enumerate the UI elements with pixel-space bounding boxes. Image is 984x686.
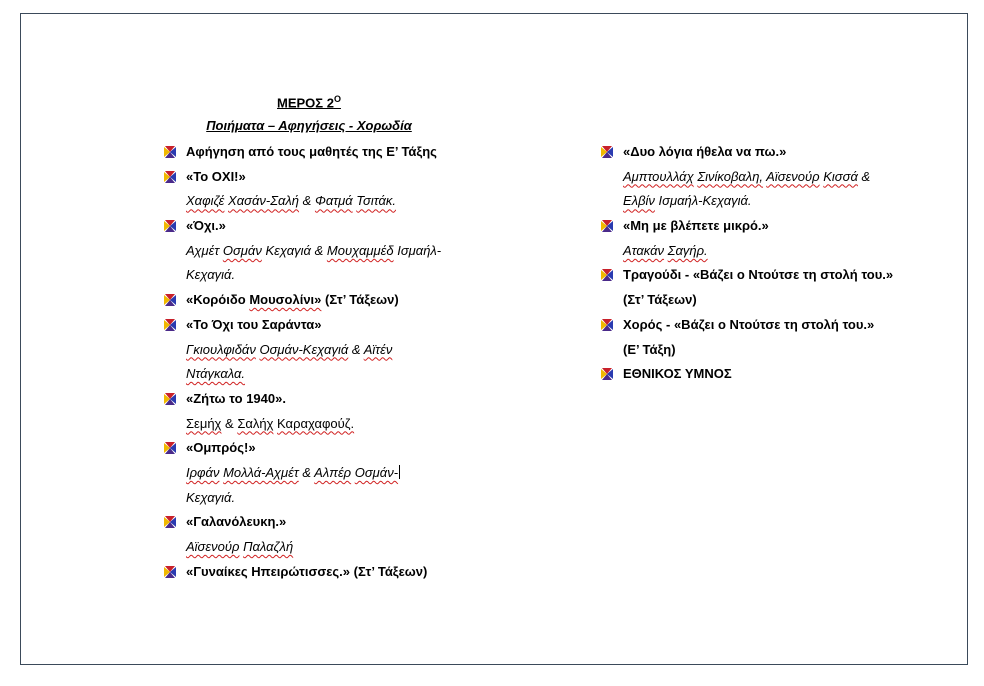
bullet-arrow-icon [163,170,177,184]
program-item-title: «Όχι.» [186,218,226,234]
program-item-title: «Το Όχι του Σαράντα» [186,316,322,332]
program-item-class: (Στ’ Τάξεων) [321,292,399,308]
program-item-title: «Κορόιδο Μουσολίνι» [186,292,322,308]
program-item [600,263,930,288]
program-item-title: «Ομπρός!» [186,440,256,456]
program-item-class: (Στ’ Τάξεων) [623,292,697,308]
text-cursor [399,465,400,479]
program-item-class: (Στ’ Τάξεων) [350,563,428,579]
program-item [163,560,483,585]
section-title: ΜΕΡΟΣ $2^O$ [277,94,341,111]
program-item [163,313,483,338]
bullet-arrow-icon [163,145,177,159]
performer-names: Ελβίν Ισμαήλ-Κεχαγιά. [623,193,752,209]
program-item-title: «Ζήτω το 1940». [186,390,286,406]
bullet-arrow-icon [163,219,177,233]
program-item-title: «Το ΟΧΙ!» [186,168,246,184]
program-left-column [163,140,483,584]
program-right-column [600,140,930,387]
bullet-arrow-icon [163,293,177,307]
bullet-arrow-icon [163,565,177,579]
program-item [163,510,483,535]
bullet-arrow-icon [600,219,614,233]
section-subtitle: Ποιήματα – Αφηγήσεις - Χορωδία [206,118,412,133]
performer-names: Σεμήχ & Σαλήχ Καραχαφούζ. [186,415,355,431]
bullet-arrow-icon [163,515,177,529]
performer-names: Κεχαγιά. [186,267,236,283]
performer-names: Ντάγκαλα. [186,366,245,382]
performer-names: Αμπτουλλάχ Σινίκοβαλη, Αϊσενούρ Κισσά & [623,168,871,184]
program-item-title: «Γυναίκες Ηπειρώτισσες.» [186,563,351,579]
program-item [163,165,483,190]
program-item [163,288,483,313]
bullet-arrow-icon [600,145,614,159]
program-item [163,387,483,412]
program-item [163,140,483,165]
program-item-title: Τραγούδι - «Βάζει ο Ντούτσε τη στολή του.» [623,267,894,283]
bullet-arrow-icon [600,367,614,381]
performer-names: Αϊσενούρ Παλαζλή [186,539,294,554]
bullet-arrow-icon [163,441,177,455]
bullet-arrow-icon [163,392,177,406]
program-item [163,214,483,239]
program-item [600,313,930,338]
program-item-title: Χορός - «Βάζει ο Ντούτσε τη στολή του.» [623,316,875,332]
performer-names: Κεχαγιά. [186,489,236,505]
bullet-arrow-icon [600,318,614,332]
program-item [600,140,930,165]
program-item-title: ΕΘΝΙΚΟΣ ΥΜΝΟΣ [623,366,732,382]
bullet-arrow-icon [600,268,614,282]
bullet-arrow-icon [163,318,177,332]
program-item-title: «Γαλανόλευκη.» [186,514,287,530]
program-item [163,436,483,461]
program-item [600,214,930,239]
performer-names: Χαφιζέ Χασάν-Σαλή & Φατμά Τσιτάκ. [186,193,396,209]
performer-names: Ιρφάν Μολλά-Αχμέτ & Αλπέρ Οσμάν- [186,464,399,480]
program-item-title: «Μη με βλέπετε μικρό.» [623,218,769,234]
program-item [600,362,930,387]
program-item-class: (Ε’ Τάξη) [623,341,676,357]
performer-names: Ατακάν Σαγήρ. [623,242,708,258]
program-item-title: Αφήγηση από τους μαθητές της Ε’ Τάξης [186,144,437,159]
program-item-title: «Δυο λόγια ήθελα να πω.» [623,144,787,159]
performer-names: Αχμέτ Οσμάν Κεχαγιά & Μουχαμμέδ Ισμαήλ- [186,242,442,258]
performer-names: Γκιουλφιδάν Οσμάν-Κεχαγιά & Αϊτέν [186,341,393,357]
